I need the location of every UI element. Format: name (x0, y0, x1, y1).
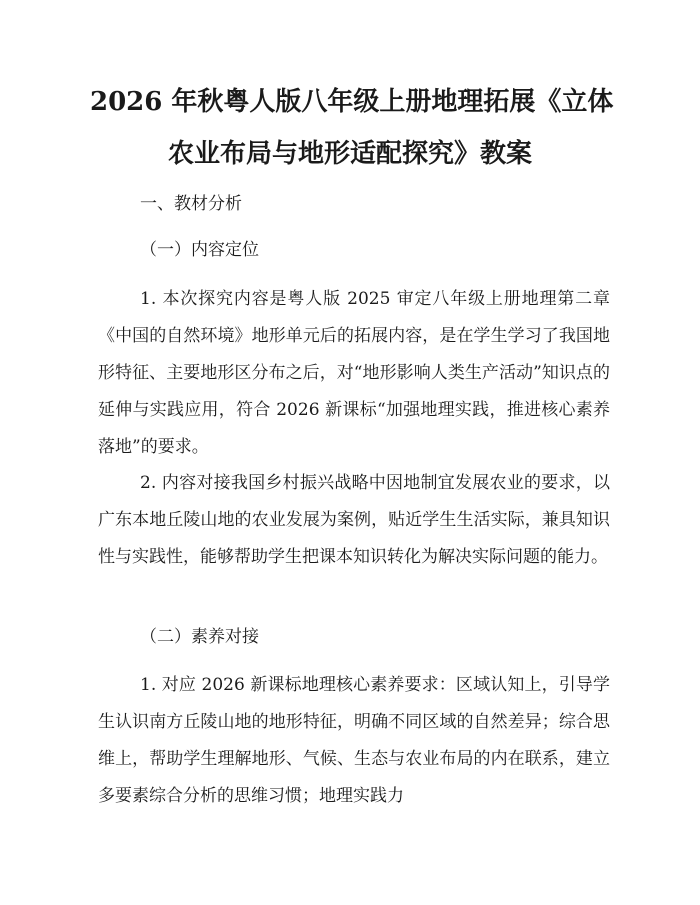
paragraph-content-positioning-2: 2. 内容对接我国乡村振兴战略中因地制宜发展农业的要求，以广东本地丘陵山地的农业发展为案例，贴近学生生活实际，兼具知识性与实践性，能够帮助学生把课本知识转化为解决实际问题的能力。 (98, 473, 610, 567)
paragraph-literacy-alignment-1: 1. 对应 2026 新课标地理核心素养要求：区域认知上，引导学生认识南方丘陵山地的地形特征，明确不同区域的自然差异；综合思维上，帮助学生理解地形、气候、生态与农业布局的内在联系，建立多要素综合分析的思维习惯；地理实践力 (98, 675, 610, 806)
subsection-heading-literacy-alignment: （二）素养对接 (140, 627, 259, 647)
subsection-heading-content-positioning: （一）内容定位 (140, 240, 259, 260)
section-heading-textbook-analysis: 一、教材分析 (140, 194, 242, 214)
paragraph-content-positioning-1: 1. 本次探究内容是粤人版 2025 审定八年级上册地理第二章《中国的自然环境》地形单元后的拓展内容，是在学生学习了我国地形特征、主要地形区分布之后，对“地形影响人类生产活动”知识点的延伸与实践应用，符合 2026 新课标“加强地理实践，推进核心素养落地”的要求。 (98, 289, 610, 457)
document-title-line-1: 2026 年秋粤人版八年级上册地理拓展《立体 (90, 87, 614, 117)
document-title-line-2: 农业布局与地形适配探究》教案 (167, 139, 532, 169)
